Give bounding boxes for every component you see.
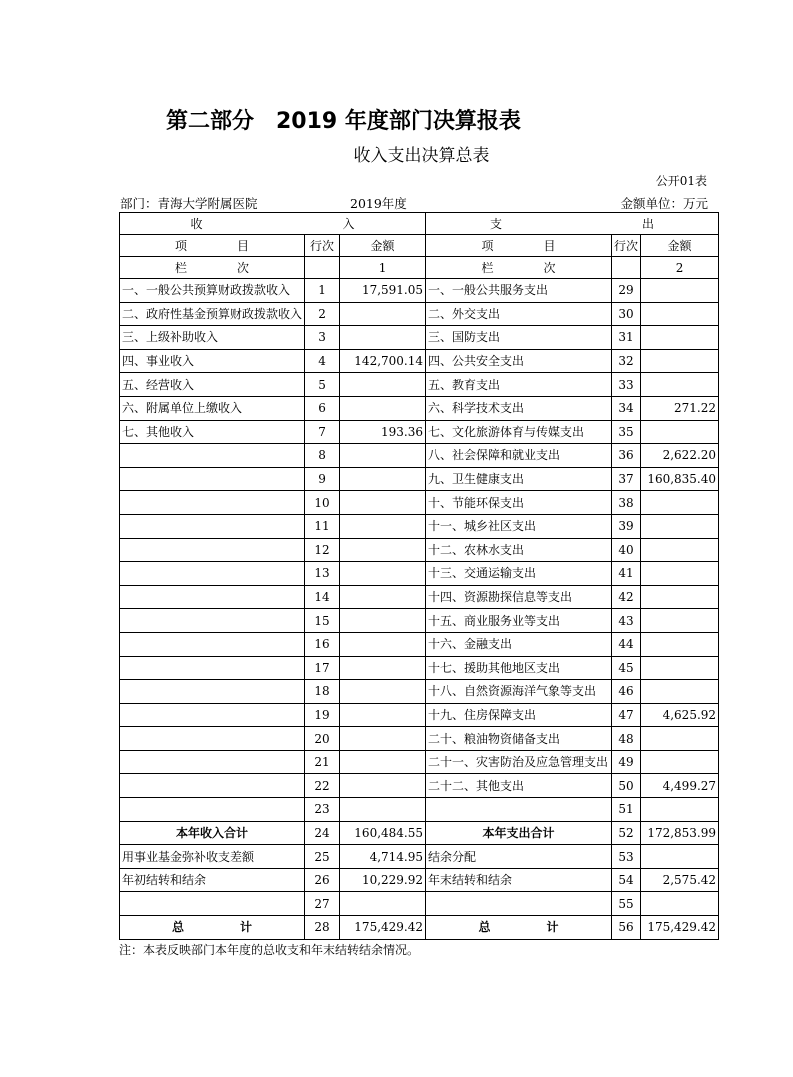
expense-row-no: 38 (612, 491, 641, 515)
row54-amount: 2,575.42 (641, 868, 719, 892)
table-row (120, 562, 719, 586)
table-row (120, 514, 719, 538)
income-amount (340, 562, 426, 586)
table-row (120, 680, 719, 704)
row55-amount (641, 892, 719, 916)
col-char-1: 栏 (174, 260, 187, 275)
table-row (120, 326, 719, 350)
income-row-no: 15 (305, 609, 340, 633)
income-row-no: 14 (305, 585, 340, 609)
year-expense-total-no: 52 (612, 821, 641, 845)
row55-label (426, 892, 612, 916)
expense-row-no: 32 (612, 349, 641, 373)
income-row-no: 5 (305, 373, 340, 397)
row27-label (120, 892, 305, 916)
income-row-no: 2 (305, 302, 340, 326)
expense-amount (641, 750, 719, 774)
table-row (120, 396, 719, 420)
year-income-total-no: 24 (305, 821, 340, 845)
expense-amount (641, 585, 719, 609)
grand-expense-amount: 175,429.42 (641, 916, 719, 940)
expense-item-label: 一、一般公共服务支出 (426, 279, 612, 303)
income-row-no: 16 (305, 632, 340, 656)
expense-item-label: 二十、粮油物资储备支出 (426, 727, 612, 751)
item-char-2: 目 (543, 238, 556, 253)
col-char-2: 次 (237, 260, 250, 275)
income-row-no: 19 (305, 703, 340, 727)
income-item-label (120, 514, 305, 538)
expense-row-no: 33 (612, 373, 641, 397)
expense-header-char-1: 支 (490, 216, 503, 231)
expense-item-label: 二十一、灾害防治及应急管理支出 (426, 750, 612, 774)
expense-row-no: 44 (612, 632, 641, 656)
expense-row-no: 30 (612, 302, 641, 326)
expense-amount (641, 538, 719, 562)
expense-row-no: 31 (612, 326, 641, 350)
expense-item-label: 九、卫生健康支出 (426, 467, 612, 491)
expense-amount (641, 302, 719, 326)
income-item-label (120, 750, 305, 774)
expense-amount: 4,499.27 (641, 774, 719, 798)
table-row-25 (120, 845, 719, 869)
expense-item-label: 十七、援助其他地区支出 (426, 656, 612, 680)
table-row (120, 349, 719, 373)
table-row-grand-total (120, 916, 719, 940)
income-amount (340, 396, 426, 420)
income-row-no: 8 (305, 444, 340, 468)
grand-char-1: 总 (478, 920, 491, 935)
unit-label: 金额单位：万元 (620, 196, 708, 211)
header-row-columns (120, 235, 719, 257)
expense-amount (641, 420, 719, 444)
grand-income-no: 28 (305, 916, 340, 940)
table-row (120, 467, 719, 491)
expense-row-no: 48 (612, 727, 641, 751)
income-item-label (120, 774, 305, 798)
expense-item-label: 七、文化旅游体育与传媒支出 (426, 420, 612, 444)
income-item-label (120, 538, 305, 562)
income-row-no: 3 (305, 326, 340, 350)
expense-item-label: 十、节能环保支出 (426, 491, 612, 515)
expense-item-label: 十六、金融支出 (426, 632, 612, 656)
year-income-total-amount: 160,484.55 (340, 821, 426, 845)
expense-amount (641, 279, 719, 303)
expense-item-label: 十五、商业服务业等支出 (426, 609, 612, 633)
expense-amount (641, 326, 719, 350)
expense-amount (641, 609, 719, 633)
expense-item-label: 四、公共安全支出 (426, 349, 612, 373)
expense-row-no-header: 行次 (612, 235, 641, 257)
table-row (120, 302, 719, 326)
row26-amount: 10,229.92 (340, 868, 426, 892)
expense-row-no: 29 (612, 279, 641, 303)
grand-expense-total-label (426, 916, 612, 940)
income-row-no: 9 (305, 467, 340, 491)
table-code: 公开01表 (655, 174, 707, 188)
grand-income-amount: 175,429.42 (340, 916, 426, 940)
expense-row-no: 51 (612, 798, 641, 822)
income-item-label (120, 703, 305, 727)
expense-row-no: 46 (612, 680, 641, 704)
expense-item-label: 八、社会保障和就业支出 (426, 444, 612, 468)
year-expense-total-label: 本年支出合计 (426, 821, 612, 845)
col-char-1: 栏 (481, 260, 494, 275)
income-column-label (120, 257, 305, 279)
table-row (120, 609, 719, 633)
income-amount (340, 302, 426, 326)
expense-amount: 160,835.40 (641, 467, 719, 491)
expense-row-no: 42 (612, 585, 641, 609)
income-item-label (120, 727, 305, 751)
expense-amount: 2,622.20 (641, 444, 719, 468)
income-row-no: 13 (305, 562, 340, 586)
income-amount (340, 585, 426, 609)
item-char-1: 项 (174, 238, 187, 253)
expense-row-no: 49 (612, 750, 641, 774)
income-row-no: 18 (305, 680, 340, 704)
income-item-label (120, 798, 305, 822)
table-row-26 (120, 868, 719, 892)
income-amount (340, 727, 426, 751)
expense-item-label (426, 798, 612, 822)
income-amount (340, 538, 426, 562)
income-item-label: 二、政府性基金预算财政拨款收入 (120, 302, 305, 326)
expense-column-number: 2 (641, 257, 719, 279)
income-column-blank (305, 257, 340, 279)
expense-row-no: 39 (612, 514, 641, 538)
income-row-no: 23 (305, 798, 340, 822)
income-amount (340, 798, 426, 822)
income-item-label (120, 562, 305, 586)
income-item-header (120, 235, 305, 257)
item-char-1: 项 (481, 238, 494, 253)
table-subtitle: 收入支出决算总表 (353, 146, 490, 166)
expense-section-header (426, 213, 719, 235)
header-row-sections (120, 213, 719, 235)
table-row-27 (120, 892, 719, 916)
year-expense-total-amount: 172,853.99 (641, 821, 719, 845)
row25-no: 25 (305, 845, 340, 869)
grand-income-total-label (120, 916, 305, 940)
income-amount: 17,591.05 (340, 279, 426, 303)
expense-item-label: 十三、交通运输支出 (426, 562, 612, 586)
income-item-label (120, 632, 305, 656)
expense-row-no: 34 (612, 396, 641, 420)
expense-item-label: 十一、城乡社区支出 (426, 514, 612, 538)
expense-item-label: 五、教育支出 (426, 373, 612, 397)
income-amount (340, 514, 426, 538)
income-item-label: 七、其他收入 (120, 420, 305, 444)
item-char-2: 目 (237, 238, 250, 253)
expense-item-label: 二十二、其他支出 (426, 774, 612, 798)
income-amount (340, 326, 426, 350)
expense-row-no: 45 (612, 656, 641, 680)
income-item-label: 五、经营收入 (120, 373, 305, 397)
expense-item-label: 十二、农林水支出 (426, 538, 612, 562)
expense-column-blank (612, 257, 641, 279)
expense-amount-header: 金额 (641, 235, 719, 257)
expense-row-no: 40 (612, 538, 641, 562)
income-amount (340, 750, 426, 774)
income-amount: 193.36 (340, 420, 426, 444)
income-amount (340, 444, 426, 468)
expense-amount (641, 349, 719, 373)
expense-amount: 4,625.92 (641, 703, 719, 727)
expense-amount: 271.22 (641, 396, 719, 420)
expense-amount (641, 727, 719, 751)
expense-amount (641, 798, 719, 822)
income-item-label (120, 609, 305, 633)
income-row-no: 11 (305, 514, 340, 538)
income-section-header (120, 213, 426, 235)
table-row (120, 632, 719, 656)
income-item-label (120, 656, 305, 680)
income-row-no: 20 (305, 727, 340, 751)
expense-amount (641, 680, 719, 704)
income-amount (340, 774, 426, 798)
income-amount-header: 金额 (340, 235, 426, 257)
expense-item-label: 十九、住房保障支出 (426, 703, 612, 727)
income-row-no-header: 行次 (305, 235, 340, 257)
income-item-label: 三、上级补助收入 (120, 326, 305, 350)
income-header-char-1: 收 (190, 216, 203, 231)
expense-row-no: 43 (612, 609, 641, 633)
income-row-no: 4 (305, 349, 340, 373)
expense-amount (641, 562, 719, 586)
row54-no: 54 (612, 868, 641, 892)
income-amount: 142,700.14 (340, 349, 426, 373)
table-row (120, 538, 719, 562)
table-row (120, 727, 719, 751)
table-row (120, 420, 719, 444)
expense-row-no: 50 (612, 774, 641, 798)
row27-amount (340, 892, 426, 916)
expense-item-label: 三、国防支出 (426, 326, 612, 350)
income-row-no: 17 (305, 656, 340, 680)
row53-amount (641, 845, 719, 869)
income-column-number: 1 (340, 257, 426, 279)
income-amount (340, 680, 426, 704)
income-row-no: 1 (305, 279, 340, 303)
table-row (120, 703, 719, 727)
footnote: 注：本表反映部门本年度的总收支和年末结转结余情况。 (119, 943, 420, 957)
income-item-label (120, 444, 305, 468)
expense-row-no: 41 (612, 562, 641, 586)
income-amount (340, 632, 426, 656)
table-row (120, 774, 719, 798)
expense-item-label: 六、科学技术支出 (426, 396, 612, 420)
income-row-no: 21 (305, 750, 340, 774)
row27-no: 27 (305, 892, 340, 916)
income-item-label: 六、附属单位上缴收入 (120, 396, 305, 420)
income-amount (340, 703, 426, 727)
income-amount (340, 609, 426, 633)
table-row (120, 798, 719, 822)
department-label: 部门：青海大学附属医院 (120, 196, 258, 211)
page-title: 第二部分 2019 年度部门决算报表 (166, 109, 521, 134)
income-item-label (120, 585, 305, 609)
table-row (120, 750, 719, 774)
row53-label: 结余分配 (426, 845, 612, 869)
income-item-label: 四、事业收入 (120, 349, 305, 373)
income-row-no: 10 (305, 491, 340, 515)
income-row-no: 12 (305, 538, 340, 562)
income-row-no: 7 (305, 420, 340, 444)
expense-row-no: 47 (612, 703, 641, 727)
expense-row-no: 36 (612, 444, 641, 468)
table-row (120, 279, 719, 303)
grand-char-2: 计 (546, 920, 559, 935)
expense-row-no: 35 (612, 420, 641, 444)
table-row-year-total (120, 821, 719, 845)
income-item-label (120, 467, 305, 491)
grand-expense-no: 56 (612, 916, 641, 940)
col-char-2: 次 (543, 260, 556, 275)
income-row-no: 22 (305, 774, 340, 798)
expense-item-label: 十四、资源勘探信息等支出 (426, 585, 612, 609)
row55-no: 55 (612, 892, 641, 916)
income-item-label: 一、一般公共预算财政拨款收入 (120, 279, 305, 303)
expense-amount (641, 514, 719, 538)
income-header-char-2: 入 (342, 216, 355, 231)
table-row (120, 491, 719, 515)
expense-amount (641, 632, 719, 656)
income-item-label (120, 680, 305, 704)
expense-amount (641, 373, 719, 397)
row53-no: 53 (612, 845, 641, 869)
income-amount (340, 491, 426, 515)
income-amount (340, 656, 426, 680)
expense-item-label: 二、外交支出 (426, 302, 612, 326)
row26-label: 年初结转和结余 (120, 868, 305, 892)
expense-column-label (426, 257, 612, 279)
grand-char-1: 总 (171, 920, 184, 935)
expense-amount (641, 491, 719, 515)
expense-header-char-2: 出 (642, 216, 655, 231)
income-amount (340, 467, 426, 491)
year-label: 2019年度 (350, 196, 407, 211)
row25-label: 用事业基金弥补收支差额 (120, 845, 305, 869)
expense-item-header (426, 235, 612, 257)
table-row (120, 585, 719, 609)
income-row-no: 6 (305, 396, 340, 420)
row25-amount: 4,714.95 (340, 845, 426, 869)
table-row (120, 373, 719, 397)
income-item-label (120, 491, 305, 515)
table-row (120, 656, 719, 680)
grand-char-2: 计 (240, 920, 253, 935)
header-row-column-index (120, 257, 719, 279)
income-amount (340, 373, 426, 397)
table-row (120, 444, 719, 468)
year-income-total-label: 本年收入合计 (120, 821, 305, 845)
expense-row-no: 37 (612, 467, 641, 491)
expense-amount (641, 656, 719, 680)
income-expense-table (119, 212, 719, 940)
row26-no: 26 (305, 868, 340, 892)
expense-item-label: 十八、自然资源海洋气象等支出 (426, 680, 612, 704)
row54-label: 年末结转和结余 (426, 868, 612, 892)
